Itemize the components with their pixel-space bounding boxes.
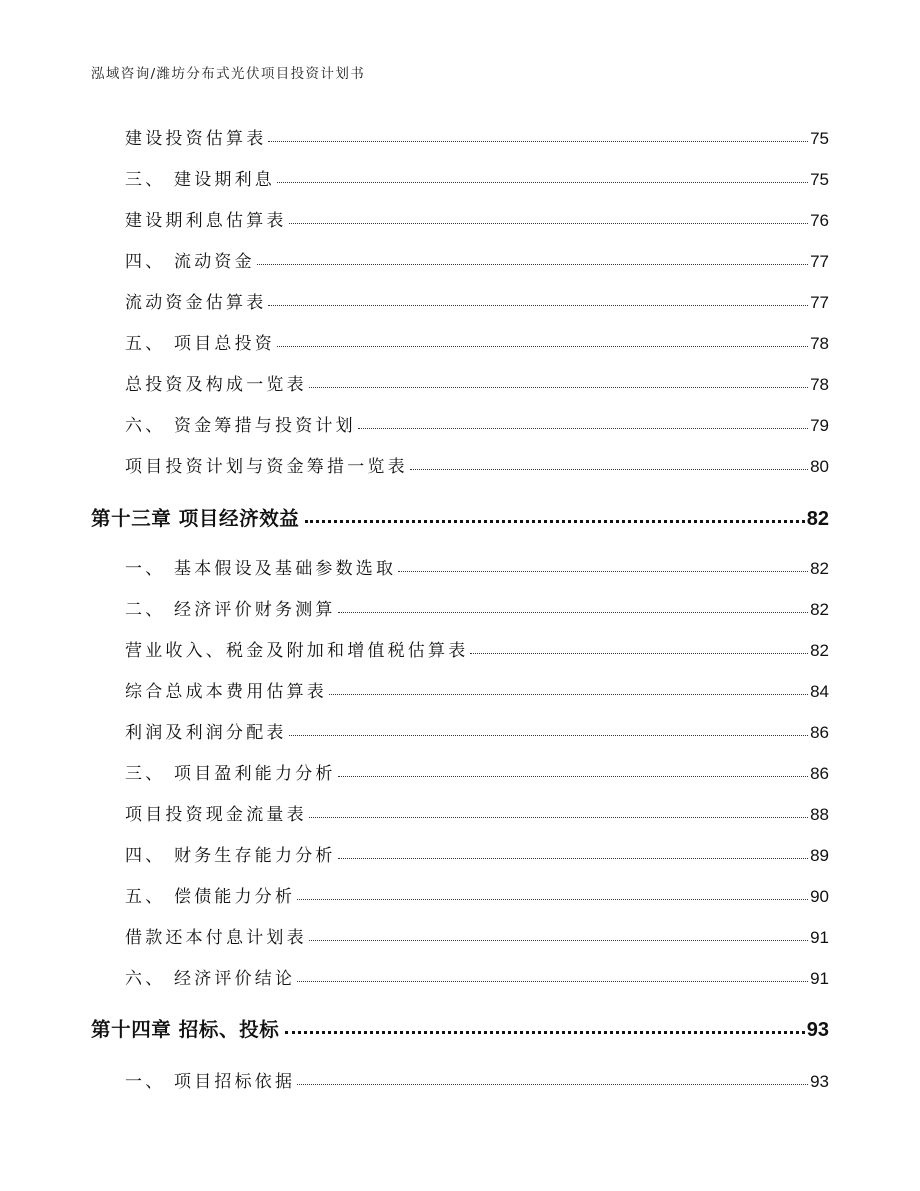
toc-entry-title: 营业收入、税金及附加和增值税估算表 bbox=[125, 641, 469, 661]
toc-entry[interactable] bbox=[125, 718, 829, 743]
toc-entry-title: 二、 经济评价财务测算 bbox=[125, 600, 336, 620]
toc-entry-page: 84 bbox=[810, 682, 829, 701]
toc-entry-page: 90 bbox=[810, 887, 829, 906]
toc-entry-page: 77 bbox=[810, 293, 829, 312]
toc-entry[interactable] bbox=[125, 124, 829, 149]
toc-entry-page: 76 bbox=[810, 211, 829, 230]
dot-leader bbox=[289, 209, 808, 226]
toc-entry[interactable] bbox=[125, 882, 829, 907]
toc-entry-page: 80 bbox=[810, 457, 829, 476]
header-divider bbox=[88, 88, 832, 89]
toc-entry[interactable] bbox=[125, 595, 829, 620]
dot-leader bbox=[268, 291, 808, 308]
toc-entry-title: 三、 项目盈利能力分析 bbox=[125, 764, 336, 784]
toc-entry-title: 建设投资估算表 bbox=[125, 129, 267, 149]
toc-entry-title: 五、 偿债能力分析 bbox=[125, 887, 296, 907]
toc-entry[interactable] bbox=[125, 165, 829, 190]
toc-entry[interactable] bbox=[125, 964, 829, 989]
toc-entry-page: 88 bbox=[810, 805, 829, 824]
toc-entry-title: 总投资及构成一览表 bbox=[125, 375, 307, 395]
dot-leader bbox=[297, 885, 808, 902]
toc-entry-title: 四、 财务生存能力分析 bbox=[125, 846, 336, 866]
toc-chapter-page: 93 bbox=[806, 1019, 829, 1041]
toc-entry-page: 82 bbox=[810, 641, 829, 660]
dot-leader bbox=[309, 926, 808, 943]
toc-entry-title: 三、 建设期利息 bbox=[125, 170, 276, 190]
toc-chapter-entry[interactable] bbox=[91, 503, 829, 531]
toc-entry-page: 86 bbox=[810, 723, 829, 742]
dot-leader bbox=[338, 844, 808, 861]
toc-entry[interactable] bbox=[125, 370, 829, 395]
toc-entry-title: 六、 资金筹措与投资计划 bbox=[125, 416, 356, 436]
toc-entry-title: 综合总成本费用估算表 bbox=[125, 682, 327, 702]
dot-leader bbox=[358, 414, 808, 431]
toc-entry-title: 借款还本付息计划表 bbox=[125, 928, 307, 948]
dot-leader bbox=[309, 803, 808, 820]
dot-leader bbox=[297, 967, 808, 984]
toc-chapter-entry[interactable] bbox=[91, 1014, 829, 1042]
dot-leader bbox=[398, 557, 808, 574]
toc-chapter-title: 第十四章 招标、投标 bbox=[91, 1018, 280, 1041]
dot-leader bbox=[281, 1017, 804, 1037]
toc-entry-title: 建设期利息估算表 bbox=[125, 211, 287, 231]
toc-entry-page: 82 bbox=[810, 559, 829, 578]
toc-entry[interactable] bbox=[125, 411, 829, 436]
toc-entry-page: 78 bbox=[810, 334, 829, 353]
toc-entry-page: 77 bbox=[810, 252, 829, 271]
toc-entry[interactable] bbox=[125, 329, 829, 354]
dot-leader bbox=[297, 1070, 808, 1087]
toc-entry-title: 一、 项目招标依据 bbox=[125, 1072, 296, 1092]
toc-entry-page: 75 bbox=[810, 170, 829, 189]
dot-leader bbox=[268, 127, 808, 144]
toc-entry-page: 91 bbox=[810, 969, 829, 988]
toc-entry-page: 89 bbox=[810, 846, 829, 865]
dot-leader bbox=[277, 332, 808, 349]
dot-leader bbox=[257, 250, 808, 267]
toc-entry[interactable] bbox=[125, 800, 829, 825]
toc-entry[interactable] bbox=[125, 554, 829, 579]
toc-entry-page: 78 bbox=[810, 375, 829, 394]
toc-entry[interactable] bbox=[125, 247, 829, 272]
toc-entry-title: 利润及利润分配表 bbox=[125, 723, 287, 743]
toc-entry-page: 91 bbox=[810, 928, 829, 947]
toc-entry-page: 93 bbox=[810, 1072, 829, 1091]
dot-leader bbox=[301, 506, 804, 526]
toc-entry[interactable] bbox=[125, 206, 829, 231]
dot-leader bbox=[338, 762, 808, 779]
toc-chapter-page: 82 bbox=[806, 508, 829, 530]
toc-entry[interactable] bbox=[125, 288, 829, 313]
document-header: 泓域咨询/潍坊分布式光伏项目投资计划书 bbox=[91, 66, 366, 82]
dot-leader bbox=[289, 721, 808, 738]
toc-entry[interactable] bbox=[125, 677, 829, 702]
toc-entry-page: 86 bbox=[810, 764, 829, 783]
toc-entry-title: 项目投资计划与资金筹措一览表 bbox=[125, 457, 408, 477]
toc-entry[interactable] bbox=[125, 759, 829, 784]
toc-entry[interactable] bbox=[125, 923, 829, 948]
dot-leader bbox=[309, 373, 808, 390]
toc-entry-title: 项目投资现金流量表 bbox=[125, 805, 307, 825]
toc-entry-page: 79 bbox=[810, 416, 829, 435]
toc-entry-title: 六、 经济评价结论 bbox=[125, 969, 296, 989]
toc-entry-page: 75 bbox=[810, 129, 829, 148]
dot-leader bbox=[338, 598, 808, 615]
toc-entry[interactable] bbox=[125, 452, 829, 477]
toc-entry[interactable] bbox=[125, 841, 829, 866]
toc-entry-title: 一、 基本假设及基础参数选取 bbox=[125, 559, 397, 579]
toc-entry-title: 四、 流动资金 bbox=[125, 252, 255, 272]
dot-leader bbox=[329, 680, 808, 697]
dot-leader bbox=[470, 639, 808, 656]
toc-entry-page: 82 bbox=[810, 600, 829, 619]
toc-entry-title: 五、 项目总投资 bbox=[125, 334, 276, 354]
toc-entry-title: 流动资金估算表 bbox=[125, 293, 267, 313]
toc-entry[interactable] bbox=[125, 636, 829, 661]
dot-leader bbox=[410, 455, 808, 472]
toc-chapter-title: 第十三章 项目经济效益 bbox=[91, 507, 300, 530]
dot-leader bbox=[277, 168, 808, 185]
toc-entry[interactable] bbox=[125, 1067, 829, 1092]
